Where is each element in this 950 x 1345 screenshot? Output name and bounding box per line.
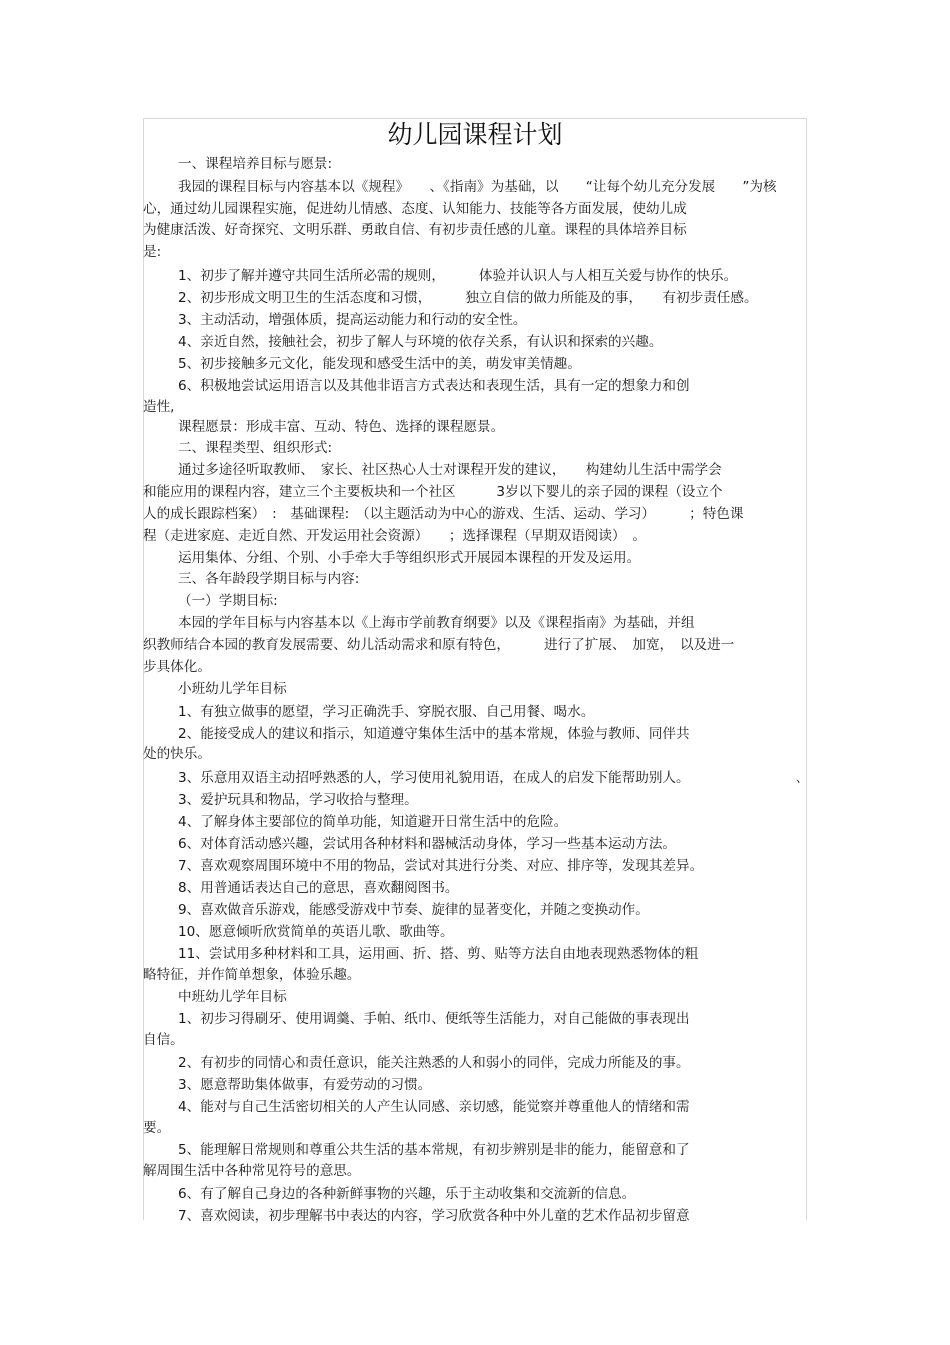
list-item: 1、初步习得刷牙、使用调羹、手帕、纸巾、便纸等生活能力，对自己能做的事表现出 [178, 1011, 690, 1027]
list-item: 2、能接受成人的建议和指示，知道遵守集体生活中的基本常规，体验与教师、同伴共 [178, 726, 690, 742]
list-item: 6、对体育活动感兴趣，尝试用各种材料和器械活动身体，学习一些基本运动方法。 [178, 836, 677, 852]
paragraph-line: 运用集体、分组、个别、小手牵大手等组织形式开展园本课程的开发及运用。 [178, 550, 641, 566]
paragraph-line: 步具体化。 [143, 659, 211, 675]
list-item-continued: 略特征，并作简单想象，体验乐趣。 [143, 967, 361, 983]
list-item: 3、乐意用双语主动招呼熟悉的人，学习使用礼貌用语，在成人的启发下能帮助别人。 [178, 770, 690, 786]
list-item: 6、积极地尝试运用语言以及其他非语言方式表达和表现生活，具有一定的想象力和创 [178, 378, 690, 394]
list-item: 3、主动活动，增强体质，提高运动能力和行动的安全性。 [178, 312, 527, 328]
list-item: 3、愿意帮助集体做事，有爱劳动的习惯。 [178, 1077, 432, 1093]
group-heading: 中班幼儿学年目标 [178, 989, 287, 1005]
list-item-continued: 造性, [143, 399, 175, 415]
list-item-continued: 自信。 [143, 1032, 184, 1048]
paragraph-line: 本园的学年目标与内容基本以《上海市学前教育纲要》以及《课程指南》为基础，并组 [178, 615, 695, 631]
list-item: 5、初步接触多元文化，能发现和感受生活中的美，萌发审美情趣。 [178, 356, 581, 372]
subsection-heading: （一）学期目标: [178, 593, 278, 609]
list-item: 7、喜欢阅读，初步理解书中表达的内容，学习欣赏各种中外儿童的艺术作品初步留意 [178, 1208, 690, 1224]
list-item: 4、能对与自己生活密切相关的人产生认同感、亲切感，能觉察并尊重他人的情绪和需 [178, 1099, 690, 1115]
list-item: 4、亲近自然，接触社会，初步了解人与环境的依存关系，有认识和探索的兴趣。 [178, 334, 663, 350]
list-item: 1、有独立做事的愿望，学习正确洗手、穿脱衣服、自己用餐、喝水。 [178, 704, 595, 720]
paragraph-line: 心，通过幼儿园课程实施，促进幼儿情感、态度、认知能力、技能等各方面发展，使幼儿成 [143, 201, 687, 217]
list-item: 7、喜欢观察周围环境中不用的物品，尝试对其进行分类、对应、排序等，发现其差异。 [178, 858, 704, 874]
section-heading: 二、课程类型、组织形式: [178, 440, 333, 456]
paragraph-line: 我园的课程目标与内容基本以《规程》 、《指南》为基础，以 “让每个幼儿充分发展 ”为核 [178, 179, 777, 195]
stray-mark: 、 [796, 770, 808, 786]
list-item: 1、初步了解并遵守共同生活所必需的规则， 体验并认识人与人相互关爱与协作的快乐。 [178, 268, 738, 284]
group-heading: 小班幼儿学年目标 [178, 681, 287, 697]
document-title: 幼儿园课程计划 [387, 120, 563, 149]
section-heading: 一、课程培养目标与愿景: [178, 156, 333, 172]
list-item: 10、愿意倾听欣赏简单的英语儿歌、歌曲等。 [178, 924, 454, 940]
paragraph-line: 是: [143, 244, 162, 260]
paragraph-line: 和能应用的课程内容，建立三个主要板块和一个社区 3岁以下婴儿的亲子园的课程（设立个 [143, 484, 723, 500]
list-item: 9、喜欢做音乐游戏，能感受游戏中节奏、旋律的显著变化，并随之变换动作。 [178, 902, 649, 918]
page-frame-right [806, 118, 807, 1220]
paragraph-line: 为健康活泼、好奇探究、文明乐群、勇敢自信、有初步责任感的儿童。课程的具体培养目标 [143, 222, 687, 238]
list-item: 2、有初步的同情心和责任意识，能关注熟悉的人和弱小的同伴，完成力所能及的事。 [178, 1055, 690, 1071]
list-item: 4、了解身体主要部位的简单功能，知道避开日常生活中的危险。 [178, 814, 568, 830]
list-item: 8、用普通话表达自己的意思，喜欢翻阅图书。 [178, 880, 459, 896]
list-item: 3、爱护玩具和物品，学习收拾与整理。 [178, 792, 418, 808]
list-item-continued: 解周围生活中各种常见符号的意思。 [143, 1163, 361, 1179]
list-item: 6、有了解自己身边的各种新鲜事物的兴趣，乐于主动收集和交流新的信息。 [178, 1186, 636, 1202]
list-item-continued: 要。 [143, 1120, 171, 1136]
paragraph-line: 课程愿景：形成丰富、互动、特色、选择的课程愿景。 [178, 419, 505, 435]
paragraph-line: 织教师结合本园的教育发展需要、幼儿活动需求和原有特色， 进行了扩展、 加宽， 以及进一 [143, 637, 735, 653]
paragraph-line: 人的成长跟踪档案） : 基础课程: （以主题活动为中心的游戏、生活、运动、学习） ；特色课 [143, 506, 744, 522]
list-item: 5、能理解日常规则和尊重公共生活的基本常规，有初步辨别是非的能力，能留意和了 [178, 1142, 690, 1158]
paragraph-line: 通过多途径听取教师、 家长、社区热心人士对课程开发的建议， 构建幼儿生活中需学会 [178, 462, 722, 478]
list-item: 11、尝试用多种材料和工具，运用画、折、搭、剪、贴等方法自由地表现熟悉物体的粗 [178, 946, 699, 962]
section-heading: 三、各年龄段学期目标与内容: [178, 571, 360, 587]
paragraph-line: 程（走进家庭、走近自然、开发运用社会资源） ；选择课程（早期双语阅读） 。 [143, 528, 646, 544]
list-item: 2、初步形成文明卫生的生活态度和习惯， 独立自信的做力所能及的事， 有初步责任感。 [178, 290, 758, 306]
list-item-continued: 处的快乐。 [143, 746, 211, 762]
